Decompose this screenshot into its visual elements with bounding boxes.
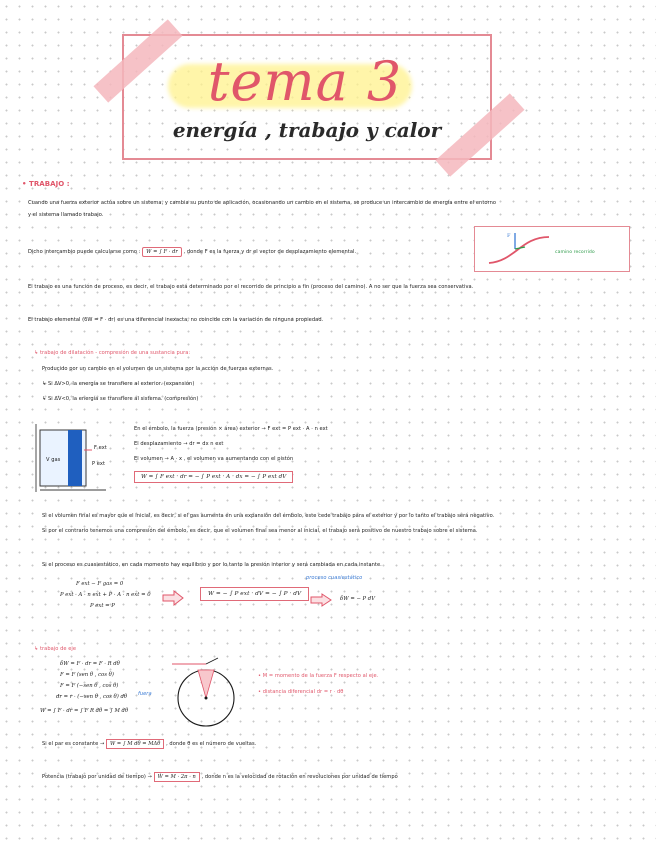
page-subtitle: energía , trabajo y calor <box>172 118 442 142</box>
eje-constant-formula: W = ∫ M dθ = MΔθ <box>106 739 164 749</box>
expansion-bullet-3: El volumen → A · x , el volumen va aumentando con el pistón <box>134 456 294 462</box>
trabajo-differential: Dicho intercambio puede calcularse como : W = ∫ F · dr , donde F es la fuerza y dr el vector de desplazamiento elemental. <box>28 249 357 255</box>
expansion-boxed-formula-wrap <box>134 473 293 481</box>
trabajo-intro-1: Cuando una fuerza exterior actúa sobre un sistema, y cambia su punto de aplicación, ocasionando un cambio en el sistema, se produce un intercambio de energía entre el entorno <box>28 200 497 206</box>
path-diagram-svg <box>475 227 631 273</box>
expansion-paragraph-2: Si por el contrario tenemos una compresión del émbolo, es decir, que el volumen final sea menor al inicial, el trabajo será positivo de nuestro trabajo sobre el sistema. <box>42 528 478 534</box>
eje-formula-3: F = F (−sen θ , cos θ) <box>60 683 119 689</box>
piston-diagram-svg <box>32 420 112 496</box>
expansion-work-formula: W = ∫ F ext · dr = − ∫ P ext · A · dx = − ∫ P ext dV <box>134 471 293 483</box>
shaft-diagram <box>170 656 240 736</box>
expansion-quasistatic: Si el proceso es cuasiestático, en cada momento hay equilibrio y por lo tanto la presión interior y será cambiada en cada instante. <box>42 562 382 568</box>
subsection-heading-expansion: ↳ trabajo de dilatación - compresión de una sustancia pura: <box>34 350 191 356</box>
expansion-bullet-1: En el émbolo, la fuerza (presión × área) exterior → F ext = P ext · A · n ext <box>134 426 328 432</box>
expansion-line-1: Producido por un cambio en el volumen de un sistema por la acción de fuerzas externas. <box>42 366 274 372</box>
expansion-paragraph-1: Si el volumen final es mayor que el inicial, es decir, si el gas aumenta en una expansión del émbolo, este cede trabajo para el exterior y por lo tanto el trabajo será negativo. <box>42 513 495 519</box>
equilibrium-eq-2: P ext · A · n ext + P · A · n ext = 0 <box>60 592 151 598</box>
shaft-diagram-svg <box>170 656 240 736</box>
piston-diagram <box>32 420 112 496</box>
quasistatic-note: proceso cuasiestático <box>306 575 363 581</box>
eje-legend-1: • M = momento de la fuerza F respecto al eje. <box>258 673 379 679</box>
piston-pext-label: P ext <box>92 461 105 467</box>
svg-text:F: F <box>507 233 511 239</box>
arrow-icon <box>310 592 332 606</box>
equilibrium-eq-3: P ext = P <box>90 603 115 609</box>
subsection-heading-eje: ↳ trabajo de eje <box>34 646 77 652</box>
eje-constant-torque: Si el par es constante → W = ∫ M dθ = MΔθ , donde θ es el número de vueltas. <box>42 741 257 747</box>
arrow-icon <box>162 590 184 606</box>
eje-note-fuera: fuera <box>138 691 152 697</box>
path-diagram <box>474 226 630 272</box>
path-diagram-label: camino recorrido <box>555 250 595 255</box>
eje-formula-1: δW = F · dr = F · R dθ <box>60 661 120 667</box>
work-integral-formula: W = ∫ F · dr <box>142 247 182 257</box>
eje-power: Potencia (trabajo por unidad de tiempo) → Ẇ = M · 2π · n , donde n es la velocidad de rotación en revoluciones por unidad de tiempo <box>42 774 398 780</box>
page-title: tema 3 <box>207 50 403 113</box>
expansion-line-2: ↳ Si ΔV>0, la energía se transfiere al exterior. (expansión) <box>42 381 195 387</box>
eje-power-formula: Ẇ = M · 2π · n <box>154 772 200 782</box>
eje-legend-2: • distancia diferencial dr = r · dθ <box>258 689 344 695</box>
expansion-line-3: ↳ Si ΔV<0, la energía se transfiere al sistema. (compresión) <box>42 396 199 402</box>
trabajo-intro-2: y el sistema llamado trabajo. <box>28 212 104 218</box>
equilibrium-eq-1: F ext − F gas = 0 <box>76 581 124 587</box>
quasistatic-boxed-wrap <box>200 590 309 598</box>
trabajo-elemental: El trabajo elemental (δW = F · dr) es una diferencial inexacta, no coincide con la variación de ninguna propiedad. <box>28 317 324 323</box>
eje-formula-2: F = F (sen θ , cos θ) <box>60 672 114 678</box>
expansion-bullet-2: El desplazamiento → dr = dx n ext <box>134 441 224 447</box>
trabajo-path-function: El trabajo es una función de proceso, es decir, el trabajo está determinado por el recorrido de principio a fin (proceso del camino). A no ser que la fuerza sea conservativa. <box>28 284 474 290</box>
eje-formula-4: dr = r · (−sen θ , cos θ) dθ <box>56 694 128 700</box>
quasistatic-result: δW = − P dV <box>340 596 376 602</box>
quasistatic-work-formula: W = − ∫ P ext · dV = − ∫ P · dV <box>200 587 309 601</box>
section-heading-trabajo: • TRABAJO : <box>22 180 70 188</box>
piston-vgas-label: V gas <box>46 457 61 463</box>
eje-formula-5: W = ∫ F · dr = ∫ F R dθ = ∫ M dθ <box>40 708 129 714</box>
piston-fext-label: F ext <box>94 445 107 451</box>
